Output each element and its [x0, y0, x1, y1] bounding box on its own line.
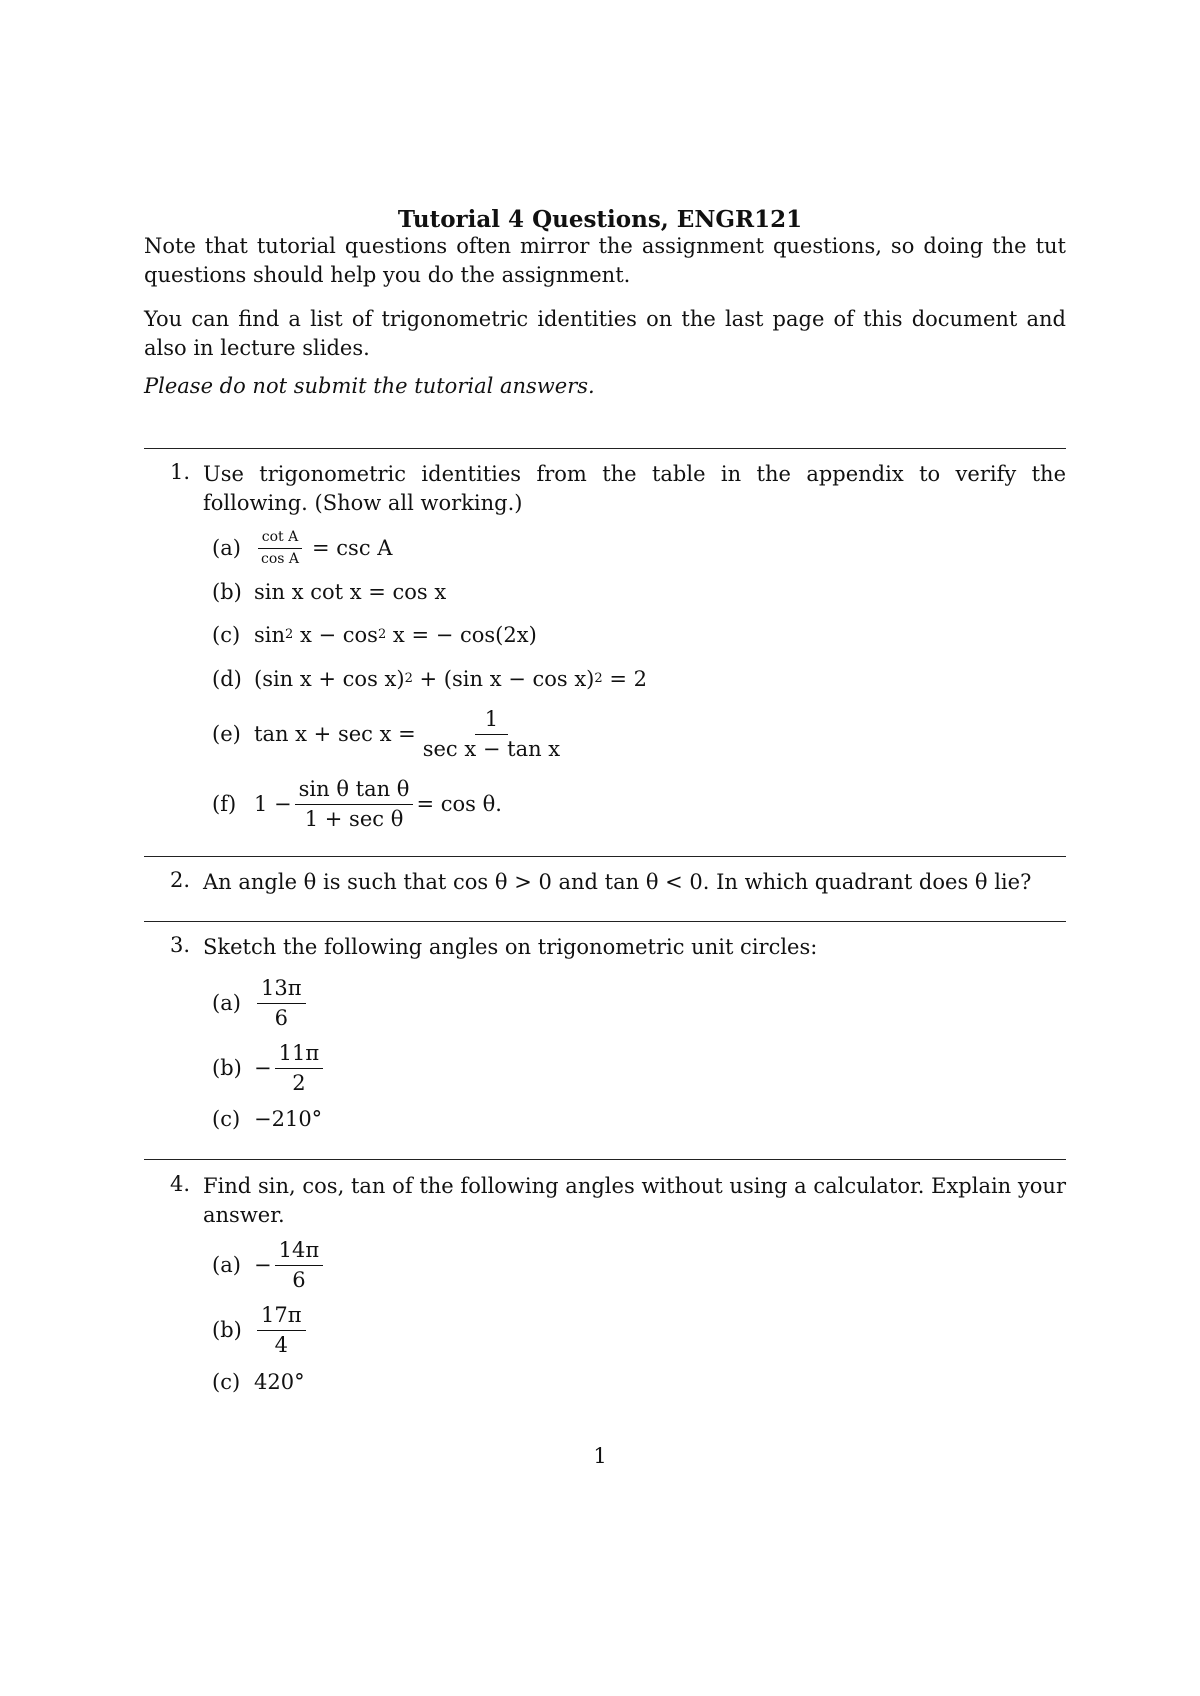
- denominator: cos A: [261, 550, 300, 567]
- minus-sign: −: [254, 1056, 272, 1080]
- denominator: 6: [292, 1267, 306, 1292]
- sub-label: (c): [212, 1107, 241, 1131]
- numerator: 13π: [257, 976, 306, 1003]
- equation-part: + (sin x − cos x): [412, 667, 595, 691]
- equation: (sin x + cos x) 2 + (sin x − cos x) 2 = 2: [254, 667, 647, 691]
- numerator: sin θ tan θ: [295, 777, 414, 804]
- fraction: [419, 707, 564, 761]
- sub-label: (a): [212, 991, 241, 1015]
- minus-sign: −: [254, 1253, 272, 1277]
- fraction: [257, 976, 306, 1029]
- denominator: 6: [274, 1005, 288, 1030]
- question-3-number: 3.: [170, 933, 191, 957]
- numerator: 11π: [275, 1041, 324, 1068]
- question-1-text: Use trigonometric identities from the table in the appendix to verify the following. (Show all working.): [203, 462, 1066, 515]
- fraction: [275, 1238, 324, 1291]
- sub-label: (c): [212, 1370, 241, 1394]
- question-1e: [212, 705, 567, 763]
- intro-paragraph-2: You can find a list of trigonometric identities on the last page of this document and also in lecture slides.: [144, 307, 1066, 360]
- angle-value: −210°: [254, 1107, 323, 1131]
- question-4-number: 4.: [170, 1172, 191, 1196]
- document-title: Tutorial 4 Questions, ENGR121: [397, 206, 803, 233]
- question-1c: [212, 615, 537, 655]
- question-1d: [212, 659, 647, 699]
- question-3b: [212, 1039, 326, 1097]
- fraction: [295, 777, 414, 830]
- equation-rhs: = cos θ.: [416, 792, 502, 816]
- sub-label: (f): [212, 792, 237, 816]
- question-4-text: Find sin, cos, tan of the following angles without using a calculator. Explain your answer.: [203, 1174, 1066, 1227]
- page-number: 1: [593, 1444, 607, 1468]
- equation-rhs: = csc A: [312, 536, 393, 560]
- equation-part: = 2: [602, 667, 647, 691]
- equation-part: x − cos: [293, 623, 378, 647]
- angle-value: 420°: [254, 1370, 305, 1394]
- intro-paragraph-1: Note that tutorial questions often mirror the assignment questions, so doing the tut questions should help you do the assignment.: [144, 234, 1066, 287]
- denominator: 4: [274, 1332, 288, 1357]
- sub-label: (e): [212, 722, 241, 746]
- section-divider: [144, 1159, 1066, 1160]
- question-2-number: 2.: [170, 868, 191, 892]
- section-divider: [144, 921, 1066, 922]
- question-1b: [212, 572, 446, 612]
- question-3-text: Sketch the following angles on trigonometric unit circles:: [203, 935, 818, 959]
- sub-label: (b): [212, 1056, 242, 1080]
- fraction: [257, 529, 303, 566]
- equation-lhs: tan x + sec x =: [254, 722, 416, 746]
- fraction: [275, 1041, 324, 1094]
- question-2-text: An angle θ is such that cos θ > 0 and tan θ < 0. In which quadrant does θ lie?: [203, 870, 1032, 894]
- sub-label: (a): [212, 1253, 241, 1277]
- section-divider: [144, 856, 1066, 857]
- question-4c: [212, 1362, 305, 1402]
- numerator: 14π: [275, 1238, 324, 1265]
- section-divider: [144, 448, 1066, 449]
- numerator: cot A: [258, 529, 302, 548]
- sub-label: (b): [212, 1318, 242, 1342]
- denominator: sec x − tan x: [422, 737, 561, 761]
- fraction: [257, 1303, 306, 1356]
- sub-label: (a): [212, 536, 241, 560]
- sub-label: (d): [212, 667, 242, 691]
- question-1f: [212, 775, 502, 833]
- denominator: 1 + sec θ: [304, 806, 404, 831]
- intro-paragraph-3: Please do not submit the tutorial answers.: [144, 374, 595, 398]
- equation-lhs: 1 −: [254, 792, 292, 816]
- equation: sin 2 x − cos 2 x = − cos(2x): [254, 623, 537, 647]
- equation-part: x = − cos(2x): [386, 623, 537, 647]
- question-1-number: 1.: [170, 460, 191, 484]
- question-3c: [212, 1099, 322, 1139]
- question-1a: [212, 528, 392, 568]
- numerator: 17π: [257, 1303, 306, 1330]
- numerator: 1: [475, 707, 508, 735]
- sub-label: (c): [212, 623, 241, 647]
- question-4a: [212, 1236, 326, 1294]
- equation-part: (sin x + cos x): [254, 667, 405, 691]
- equation: sin x cot x = cos x: [254, 580, 447, 604]
- question-3a: [212, 974, 309, 1032]
- sub-label: (b): [212, 580, 242, 604]
- equation-part: sin: [254, 623, 286, 647]
- question-4b: [212, 1301, 309, 1359]
- denominator: 2: [292, 1070, 306, 1095]
